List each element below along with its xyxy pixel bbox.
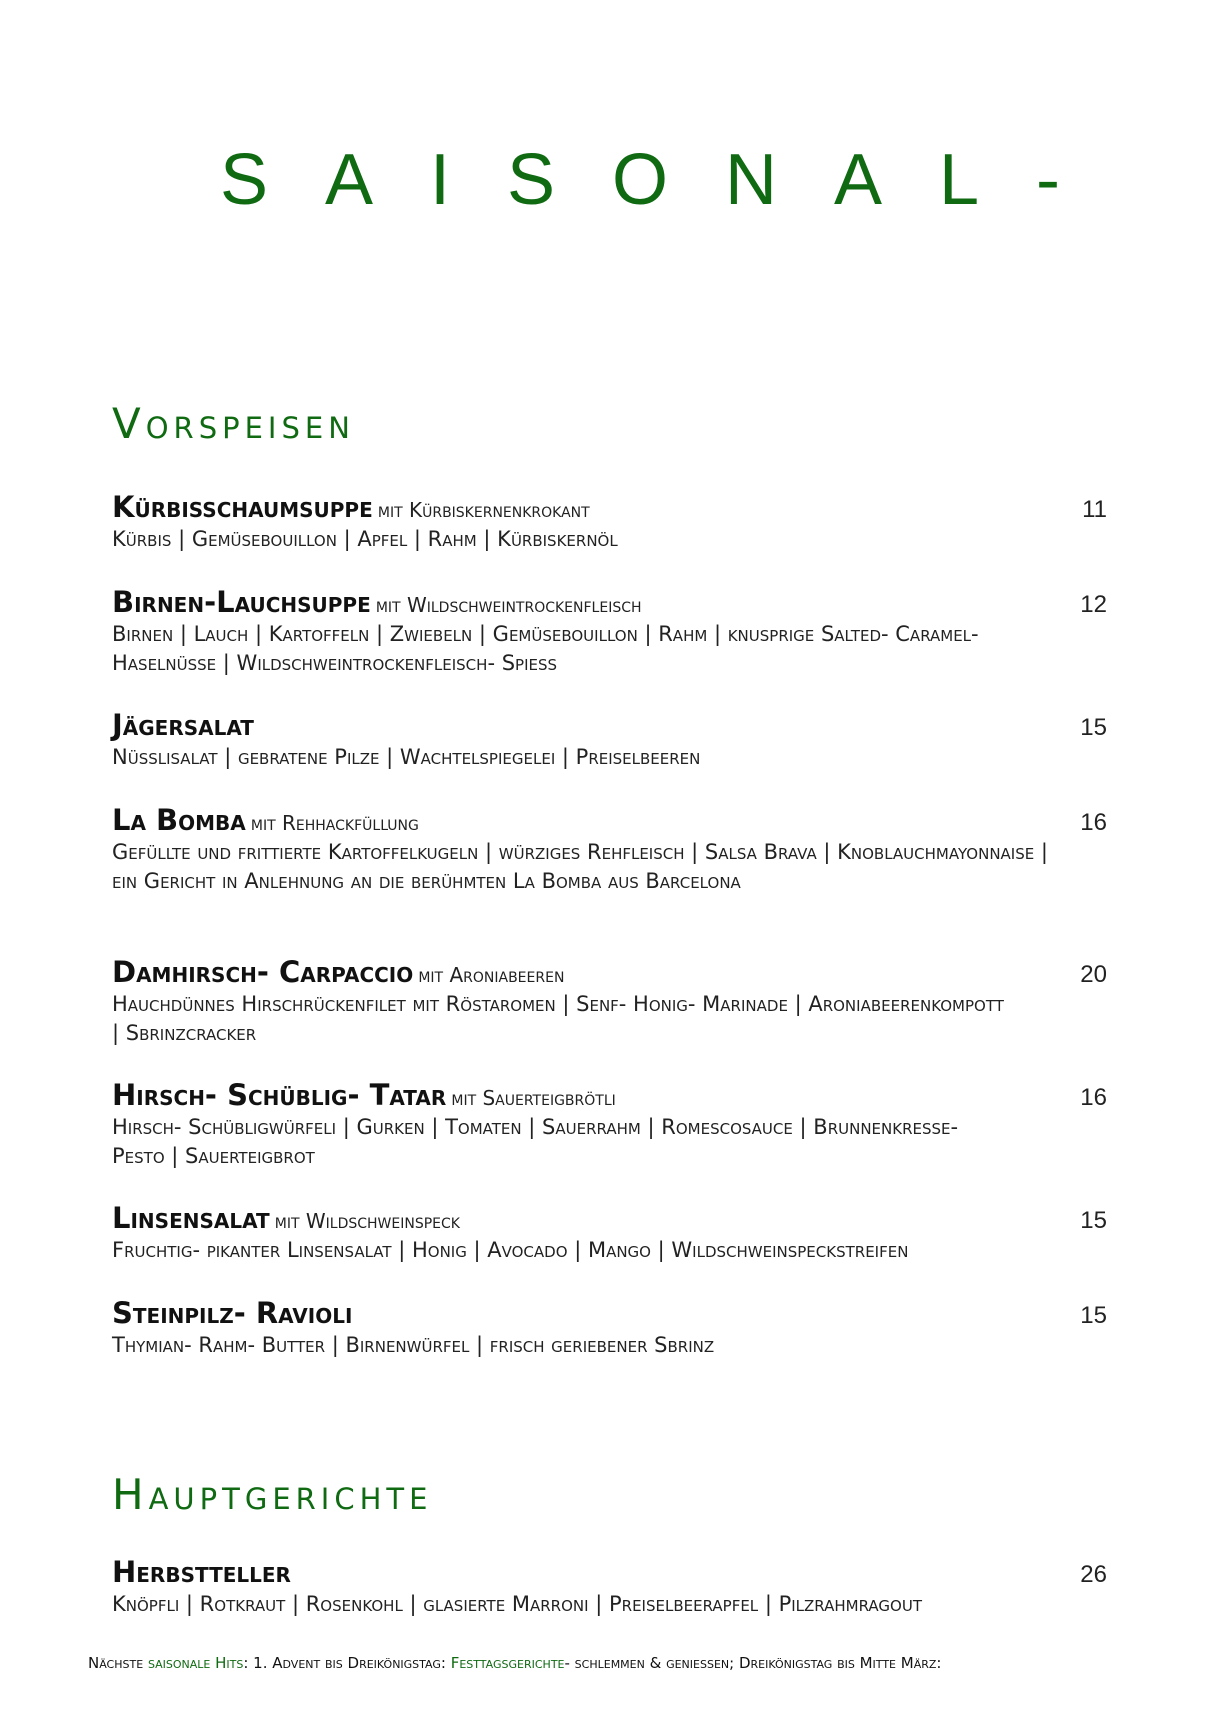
footer-highlight: Festtagsgerichte [450, 1654, 565, 1672]
dish-item [112, 585, 1107, 678]
dish-name: Birnen-Lauchsuppe [112, 585, 371, 619]
dish-name: Kürbisschaumsuppe [112, 490, 373, 524]
dish-description: Gefüllte und frittierte Kartoffelkugeln | würziges Rehfleisch | Salsa Brava | Knoblauchmayonnaise | ein Gericht in Anlehnung an die berühmten La Bomba aus Barcelona [112, 840, 1048, 893]
dish-price: 15 [1080, 1207, 1107, 1234]
dish-item [112, 803, 1107, 896]
title-letter: S [220, 140, 269, 220]
title-letter: - [1035, 140, 1060, 220]
dish-name: Hirsch- Schüblig- Tatar [112, 1078, 447, 1112]
dish-item [112, 490, 1107, 554]
dish-description: Kürbis | Gemüsebouillon | Apfel | Rahm | Kürbiskernöl [112, 527, 618, 551]
dish-price: 12 [1080, 591, 1107, 618]
dish-description: Hauchdünnes Hirschrückenfilet mit Röstaromen | Senf- Honig- Marinade | Aroniabeerenkompott | Sbrinzcracker [112, 992, 1004, 1045]
dish-item [112, 708, 1107, 772]
title-letter: N [724, 140, 777, 220]
dish-item [112, 1296, 1107, 1360]
title-letter: L [938, 140, 979, 220]
footer-text: : 1. Advent bis Dreikönigstag: [243, 1654, 451, 1672]
section-title-hauptgerichte: Hauptgerichte [112, 1470, 433, 1519]
footer-text: - schlemmen & geniessen; Dreikönigstag bis Mitte März: [564, 1654, 942, 1672]
dish-subtitle: mit Kürbiskernenkrokant [377, 498, 590, 522]
title-letter: O [611, 140, 668, 220]
dish-price: 26 [1080, 1561, 1107, 1588]
section-title-vorspeisen: Vorspeisen [112, 399, 355, 448]
dish-item [112, 1555, 1107, 1619]
dish-price: 16 [1080, 1084, 1107, 1111]
dish-subtitle: mit Wildschweintrockenfleisch [375, 593, 642, 617]
dish-price: 15 [1080, 714, 1107, 741]
dish-name: La Bomba [112, 803, 246, 837]
dish-name: Jägersalat [112, 708, 254, 742]
dish-subtitle: mit Aroniabeeren [418, 963, 565, 987]
dish-price: 11 [1082, 496, 1107, 523]
dish-name: Damhirsch- Carpaccio [112, 955, 414, 989]
dish-name: Steinpilz- Ravioli [112, 1296, 353, 1330]
footer-text: Nächste [88, 1654, 148, 1672]
dish-price: 15 [1080, 1302, 1107, 1329]
dish-description: Knöpfli | Rotkraut | Rosenkohl | glasierte Marroni | Preiselbeerapfel | Pilzrahmragout [112, 1592, 922, 1616]
title-letter: A [325, 140, 374, 220]
dish-item [112, 955, 1107, 1048]
dish-description: Thymian- Rahm- Butter | Birnenwürfel | frisch geriebener Sbrinz [112, 1333, 715, 1357]
dish-description: Hirsch- Schübligwürfeli | Gurken | Tomaten | Sauerrahm | Romescosauce | Brunnenkresse- Pesto | Sauerteigbrot [112, 1115, 959, 1168]
title-letter: I [430, 140, 451, 220]
footer-note [88, 1654, 1168, 1672]
dish-subtitle: mit Wildschweinspeck [274, 1209, 460, 1233]
dish-subtitle: mit Rehhackfüllung [250, 811, 419, 835]
dish-description: Birnen | Lauch | Kartoffeln | Zwiebeln | Gemüsebouillon | Rahm | knusprige Salted- Caramel- Haselnüsse | Wildschweintrockenfleisch- Spiess [112, 622, 979, 675]
dish-description: Nüsslisalat | gebratene Pilze | Wachtelspiegelei | Preiselbeeren [112, 745, 701, 769]
dish-description: Fruchtig- pikanter Linsensalat | Honig | Avocado | Mango | Wildschweinspeckstreifen [112, 1238, 909, 1262]
dish-item [112, 1201, 1107, 1265]
dish-price: 16 [1080, 809, 1107, 836]
dish-name: Linsensalat [112, 1201, 270, 1235]
title-letter: A [833, 140, 882, 220]
dish-item [112, 1078, 1107, 1171]
page-title [220, 140, 1060, 220]
footer-highlight: saisonale Hits [147, 1654, 244, 1672]
dish-subtitle: mit Sauerteigbrötli [451, 1086, 616, 1110]
dish-name: Herbstteller [112, 1555, 291, 1589]
dish-price: 20 [1080, 961, 1107, 988]
title-letter: S [506, 140, 556, 220]
